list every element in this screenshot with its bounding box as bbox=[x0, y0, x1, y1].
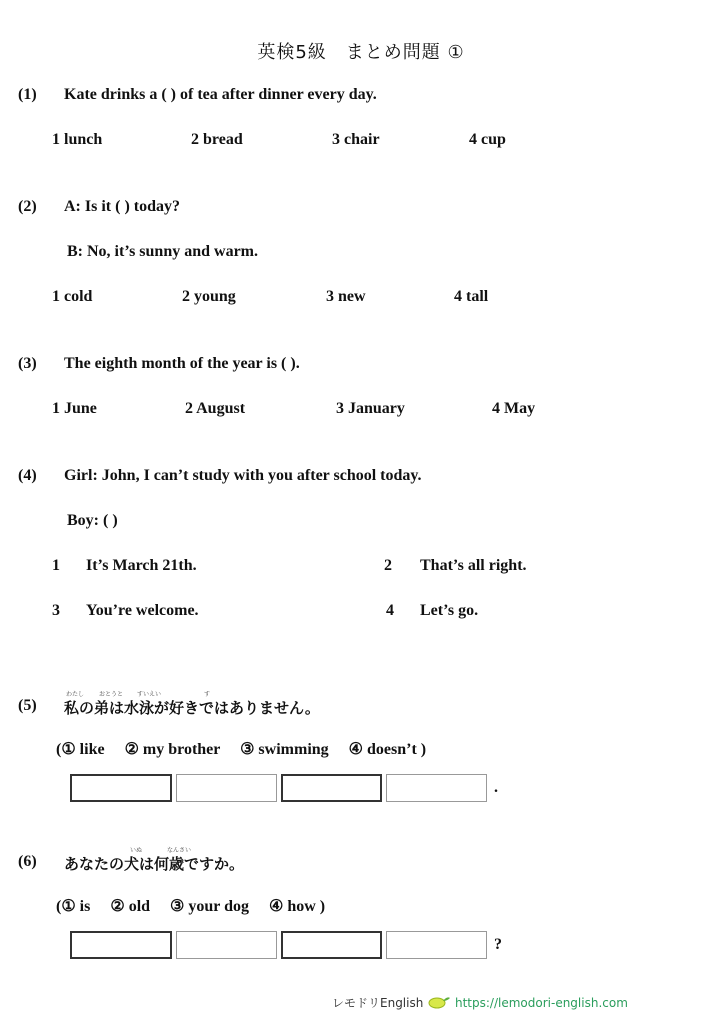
choice: 1 cold bbox=[52, 288, 93, 305]
question-number: (2) bbox=[18, 198, 37, 215]
dialogue-line-a: A: Is it ( ) today? bbox=[64, 198, 180, 215]
dialogue-line-b: B: No, it’s sunny and warm. bbox=[67, 243, 258, 260]
question-number: (1) bbox=[18, 86, 37, 103]
choice: 2 young bbox=[182, 288, 236, 305]
dialogue-boy: Boy: ( ) bbox=[67, 512, 118, 529]
word-options: (① is ② old ③ your dog ④ how ) bbox=[56, 898, 326, 915]
choice: 3 new bbox=[326, 288, 366, 305]
ruby-annotation: すいえい bbox=[137, 691, 162, 698]
footer-link[interactable]: https://lemodori-english.com bbox=[455, 996, 628, 1010]
japanese-sentence: 私の弟は水泳が好きではありません。 bbox=[64, 699, 320, 717]
question-number: (4) bbox=[18, 467, 37, 484]
choice-number: 4 bbox=[386, 602, 394, 619]
question-text: The eighth month of the year is ( ). bbox=[64, 355, 300, 372]
end-punctuation: ? bbox=[494, 936, 502, 953]
choice: 4 May bbox=[492, 400, 536, 417]
ruby-annotation: おとうと bbox=[99, 691, 124, 698]
choice: 1 lunch bbox=[52, 131, 103, 148]
ruby-annotation: わたし bbox=[66, 691, 85, 698]
choice: 4 tall bbox=[454, 288, 489, 305]
word-options: (① like ② my brother ③ swimming ④ doesn’t ) bbox=[56, 741, 427, 758]
ruby-annotation: す bbox=[204, 691, 211, 698]
choice-number: 2 bbox=[384, 557, 392, 574]
choice: 2 bread bbox=[191, 131, 243, 148]
choice: 3 January bbox=[336, 400, 405, 417]
choice-number: 3 bbox=[52, 602, 60, 619]
lemon-leaf-icon bbox=[427, 995, 451, 1012]
choice-number: 1 bbox=[52, 557, 60, 574]
answer-box-3[interactable] bbox=[281, 774, 382, 802]
footer-brand: レモドリEnglish bbox=[332, 996, 424, 1010]
answer-box-3[interactable] bbox=[281, 931, 382, 959]
answer-box-2[interactable] bbox=[176, 774, 277, 802]
choice-text: It’s March 21th. bbox=[86, 557, 197, 574]
choice-text: That’s all right. bbox=[420, 557, 527, 574]
choice-text: Let’s go. bbox=[420, 602, 479, 619]
dialogue-girl: Girl: John, I can’t study with you after school today. bbox=[64, 467, 422, 484]
choice: 3 chair bbox=[332, 131, 380, 148]
answer-box-1[interactable] bbox=[70, 774, 172, 802]
page-title: 英検5級 まとめ問題 ① bbox=[257, 42, 465, 63]
answer-box-4[interactable] bbox=[386, 774, 487, 802]
question-number: (5) bbox=[18, 697, 37, 714]
ruby-annotation: なんさい bbox=[167, 847, 192, 854]
answer-box-2[interactable] bbox=[176, 931, 277, 959]
answer-box-4[interactable] bbox=[386, 931, 487, 959]
choice: 1 June bbox=[52, 400, 97, 417]
japanese-sentence: あなたの犬は何歳ですか。 bbox=[64, 855, 245, 873]
ruby-annotation: いぬ bbox=[130, 847, 143, 854]
question-number: (3) bbox=[18, 355, 37, 372]
choice: 2 August bbox=[185, 400, 246, 417]
choice: 4 cup bbox=[469, 131, 506, 148]
choice-text: You’re welcome. bbox=[86, 602, 199, 619]
end-punctuation: . bbox=[494, 779, 498, 796]
question-text: Kate drinks a ( ) of tea after dinner every day. bbox=[64, 86, 377, 103]
answer-box-1[interactable] bbox=[70, 931, 172, 959]
question-number: (6) bbox=[18, 853, 37, 870]
footer bbox=[332, 994, 628, 1012]
